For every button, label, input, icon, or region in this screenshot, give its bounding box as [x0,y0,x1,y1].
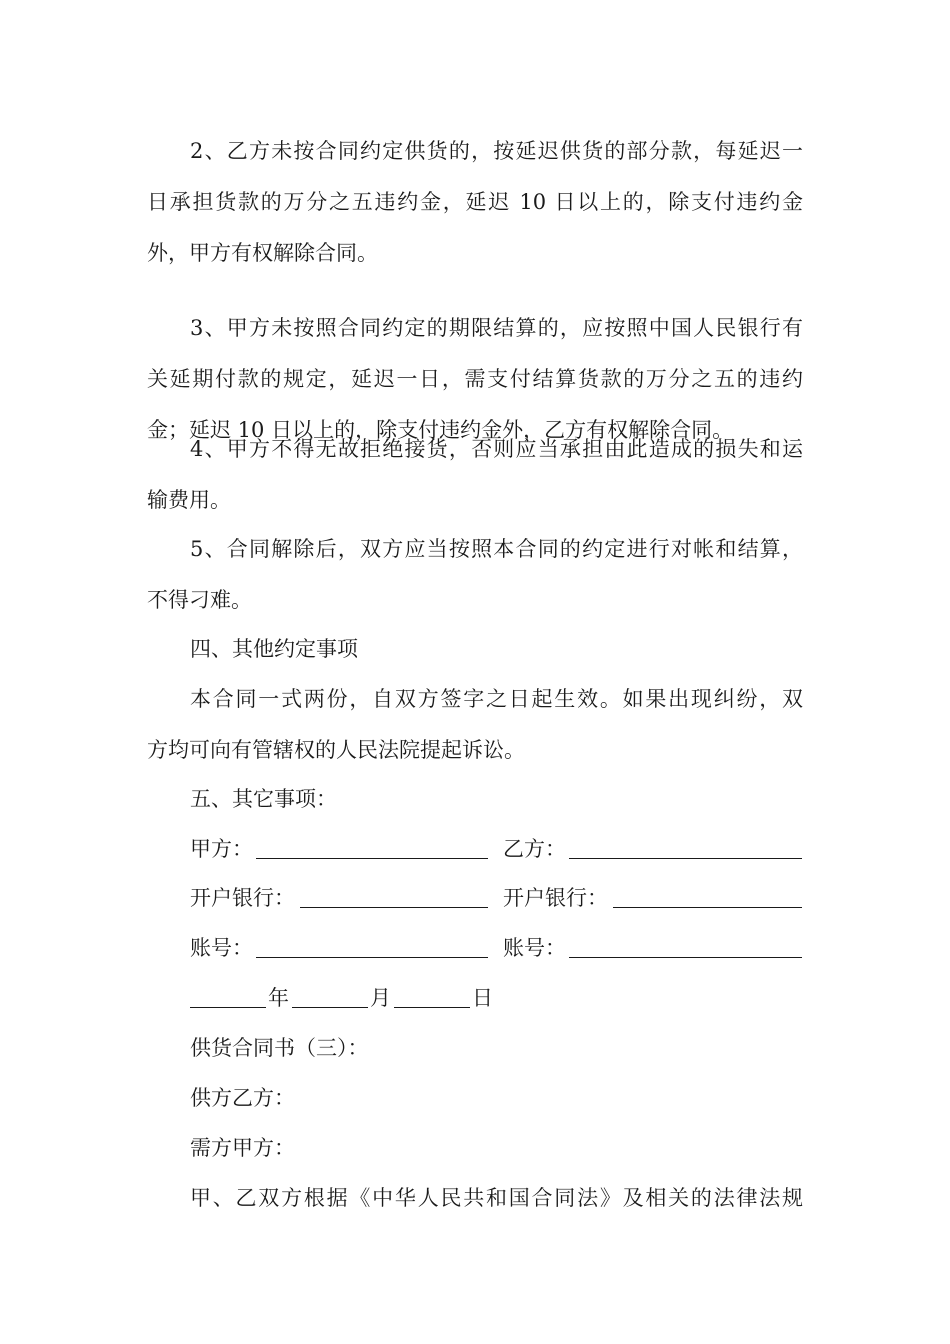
section-4-title: 四、其他约定事项 [190,637,358,661]
bank-a-label: 开户银行： [190,886,295,910]
clause-3-line-3: 金；延迟 10 日以上的，除支付违约金外，乙方有权解除合同。 [147,418,734,442]
section-4-body [147,674,803,776]
buyer-label: 需方甲方： [190,1136,295,1160]
clause-2-line-2: 日承担货款的万分之五违约金，延迟 10 日以上的，除支付违约金 [147,190,803,214]
date-year-label: 年 [268,986,289,1010]
preamble-line-1: 甲、乙双方根据《中华人民共和国合同法》及相关的法律法规 [190,1186,803,1210]
clause-5-line-2: 不得刁难。 [147,588,252,612]
section-5-title: 五、其它事项： [190,787,337,811]
clause-2-line-3: 外，甲方有权解除合同。 [147,241,378,265]
party-b-blank[interactable] [569,858,802,859]
clause-3-line-2: 关延期付款的规定，延迟一日，需支付结算货款的万分之五的违约 [147,367,803,391]
supplier-label: 供方乙方： [190,1086,295,1110]
account-a-blank[interactable] [256,957,488,958]
date-month-blank[interactable] [292,1007,368,1008]
clause-5-line-1: 5、合同解除后，双方应当按照本合同的约定进行对帐和结算， [190,537,803,561]
party-b-label: 乙方： [503,837,566,861]
clause-3-line-1: 3、甲方未按照合同约定的期限结算的，应按照中国人民银行有 [190,316,803,340]
clause-4 [147,424,803,526]
account-a-label: 账号： [190,936,253,960]
contract-3-title: 供货合同书（三）： [190,1036,369,1060]
bank-b-blank[interactable] [613,907,802,908]
section-4-body-line-2: 方均可向有管辖权的人民法院提起诉讼。 [147,738,525,762]
clause-4-line-2: 输费用。 [147,488,231,512]
bank-a-blank[interactable] [300,907,488,908]
party-a-label: 甲方： [190,837,253,861]
date-day-blank[interactable] [394,1007,470,1008]
preamble [147,1173,803,1224]
date-month-label: 月 [370,986,391,1010]
bank-b-label: 开户银行： [503,886,608,910]
section-4-body-line-1: 本合同一式两份，自双方签字之日起生效。如果出现纠纷，双 [190,687,803,711]
account-b-blank[interactable] [569,957,802,958]
clause-2 [147,126,803,279]
clause-5 [147,524,803,626]
clause-2-line-1: 2、乙方未按合同约定供货的，按延迟供货的部分款，每延迟一 [190,139,803,163]
date-day-label: 日 [472,986,493,1010]
account-b-label: 账号： [503,936,566,960]
date-year-blank[interactable] [190,1007,266,1008]
clause-4-line-1: 4、甲方不得无故拒绝接货，否则应当承担由此造成的损失和运 [190,437,803,461]
party-a-blank[interactable] [256,858,488,859]
